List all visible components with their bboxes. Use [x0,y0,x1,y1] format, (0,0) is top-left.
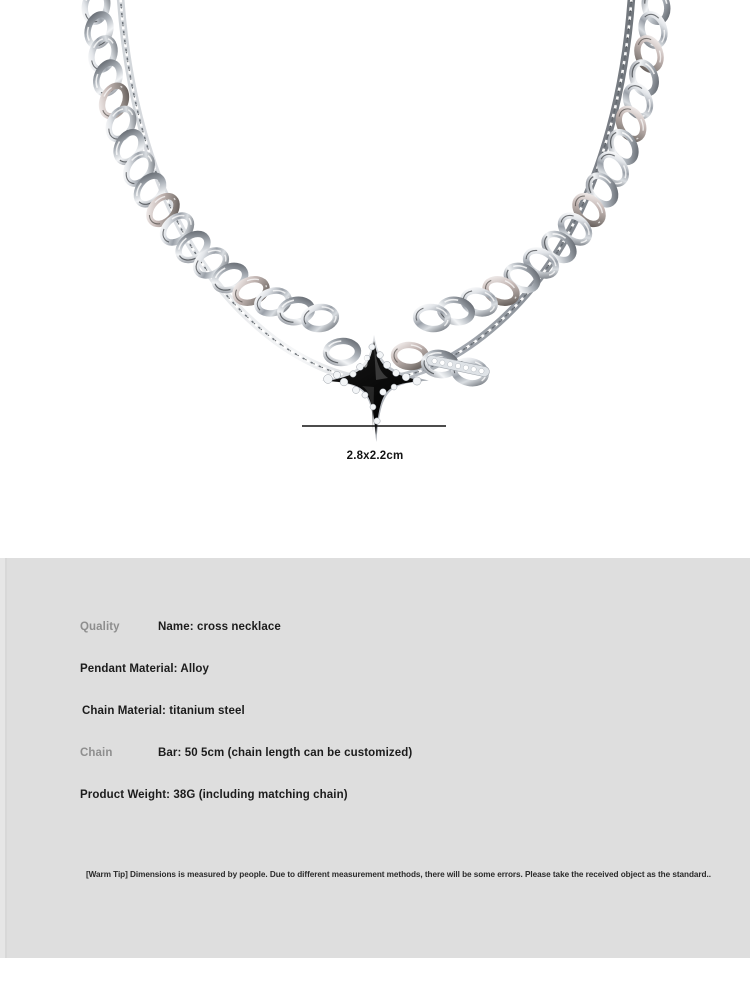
spec-key-chain: Chain [80,747,113,759]
spec-row-chain-material [80,704,680,746]
spec-value-product-weight: Product Weight: 38G (including matching chain) [80,789,348,801]
spec-row-chain [80,746,680,788]
bottom-white-area [0,958,750,1004]
spec-list [80,620,680,830]
spec-row-product-weight [80,788,680,830]
spec-value-chain-bar: Bar: 50 5cm (chain length can be customized) [158,747,413,759]
dimension-label: 2.8x2.2cm [346,450,404,462]
spec-row-pendant-material [80,662,680,704]
spec-value-chain-material: Chain Material: titanium steel [82,705,245,717]
spec-row-quality [80,620,680,662]
product-spec-section [0,558,750,958]
spec-value-pendant-material: Pendant Material: Alloy [80,663,210,675]
spec-key-quality: Quality [80,621,120,633]
warm-tip-note: [Warm Tip] Dimensions is measured by people. Due to different measurement methods, there will be some errors. Please take the received object as the standard.. [86,870,711,879]
spec-value-name: Name: cross necklace [158,621,281,633]
